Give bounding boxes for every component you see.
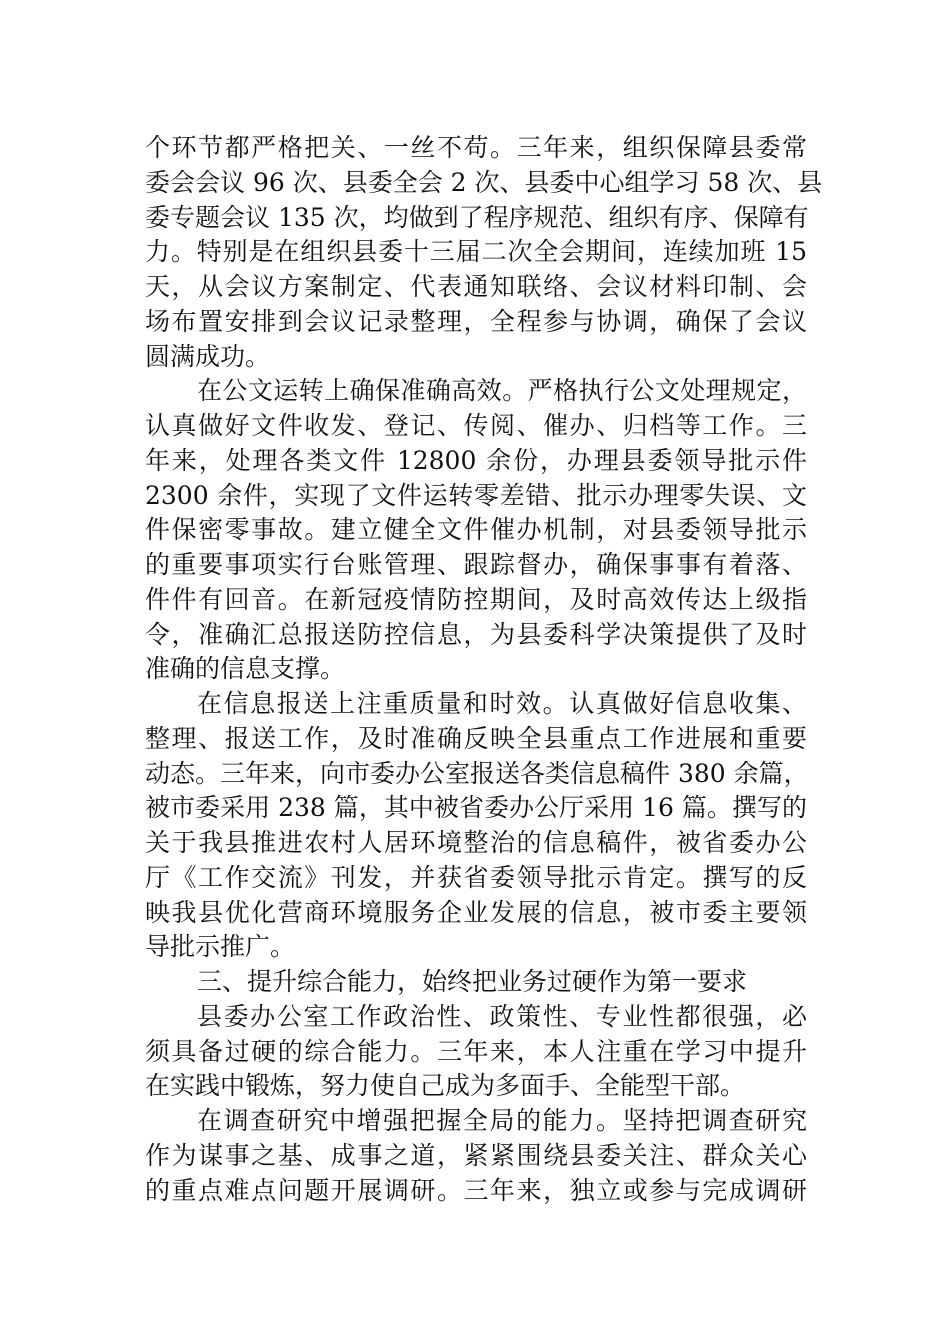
text-line: 委会会议 96 次、县委全会 2 次、县委中心组学习 58 次、县 [145, 167, 823, 197]
text-line: 须具备过硬的综合能力。三年来，本人注重在学习中提升 [145, 1036, 807, 1066]
text-line: 动态。三年来，向市委办公室报送各类信息稿件 380 余篇， [145, 758, 809, 788]
text-line: 在信息报送上注重质量和时效。认真做好信息收集、 [197, 689, 807, 718]
text-line: 整理、报送工作，及时准确反映全县重点工作进展和重要 [145, 723, 807, 753]
text-line: 力。特别是在组织县委十三届二次全会期间，连续加班 15 [145, 237, 807, 267]
text-line: 准确的信息支撑。 [145, 654, 346, 684]
text-line: 件保密零事故。建立健全文件催办机制，对县委领导批示 [145, 515, 807, 545]
text-line: 的重点难点问题开展调研。三年来，独立或参与完成调研 [145, 1175, 807, 1205]
text-line: 委专题会议 135 次，均做到了程序规范、组织有序、保障有 [145, 202, 809, 232]
paragraph [145, 687, 807, 965]
text-line: 在实践中锻炼，努力使自己成为多面手、全能型干部。 [145, 1071, 746, 1101]
text-line: 作为谋事之基、成事之道，紧紧围绕县委关注、群众关心 [145, 1140, 807, 1170]
text-line: 县委办公室工作政治性、政策性、专业性都很强，必 [197, 1001, 807, 1031]
text-line: 认真做好文件收发、登记、传阅、催办、归档等工作。三 [145, 411, 807, 440]
text-line: 映我县优化营商环境服务企业发展的信息，被市委主要领 [145, 897, 807, 927]
paragraph [145, 131, 823, 374]
text-line: 三、提升综合能力，始终把业务过硬作为第一要求 [197, 967, 748, 996]
paragraph [145, 374, 807, 687]
text-line: 件件有回音。在新冠疫情防控期间，及时高效传达上级指 [145, 584, 807, 614]
section-heading [145, 965, 807, 1000]
paragraph [145, 1000, 807, 1104]
text-line: 厅《工作交流》刊发，并获省委领导批示肯定。撰写的反 [145, 862, 807, 892]
text-line: 个环节都严格把关、一丝不苟。三年来，组织保障县委常 [145, 133, 807, 162]
text-line: 年来，处理各类文件 12800 余份，办理县委领导批示件 [145, 445, 807, 475]
paragraph [145, 1104, 807, 1208]
text-line: 2300 余件，实现了文件运转零差错、批示办理零失误、文 [145, 480, 807, 510]
text-line: 导批示推广。 [145, 932, 296, 962]
text-line: 在公文运转上确保准确高效。严格执行公文处理规定， [197, 376, 807, 406]
text-line: 关于我县推进农村人居环境整治的信息稿件，被省委办公 [145, 828, 807, 857]
document-page [145, 131, 823, 1208]
text-line: 场布置安排到会议记录整理，全程参与协调，确保了会议 [145, 306, 807, 336]
text-line: 在调查研究中增强把握全局的能力。坚持把调查研究 [197, 1106, 807, 1135]
text-line: 被市委采用 238 篇，其中被省委办公厅采用 16 篇。撰写的 [145, 793, 807, 823]
text-line: 的重要事项实行台账管理、跟踪督办，确保事事有着落、 [145, 550, 807, 579]
text-line: 圆满成功。 [145, 341, 271, 371]
text-line: 天，从会议方案制定、代表通知联络、会议材料印制、会 [145, 272, 807, 301]
text-line: 令，准确汇总报送防控信息，为县委科学决策提供了及时 [145, 619, 807, 649]
